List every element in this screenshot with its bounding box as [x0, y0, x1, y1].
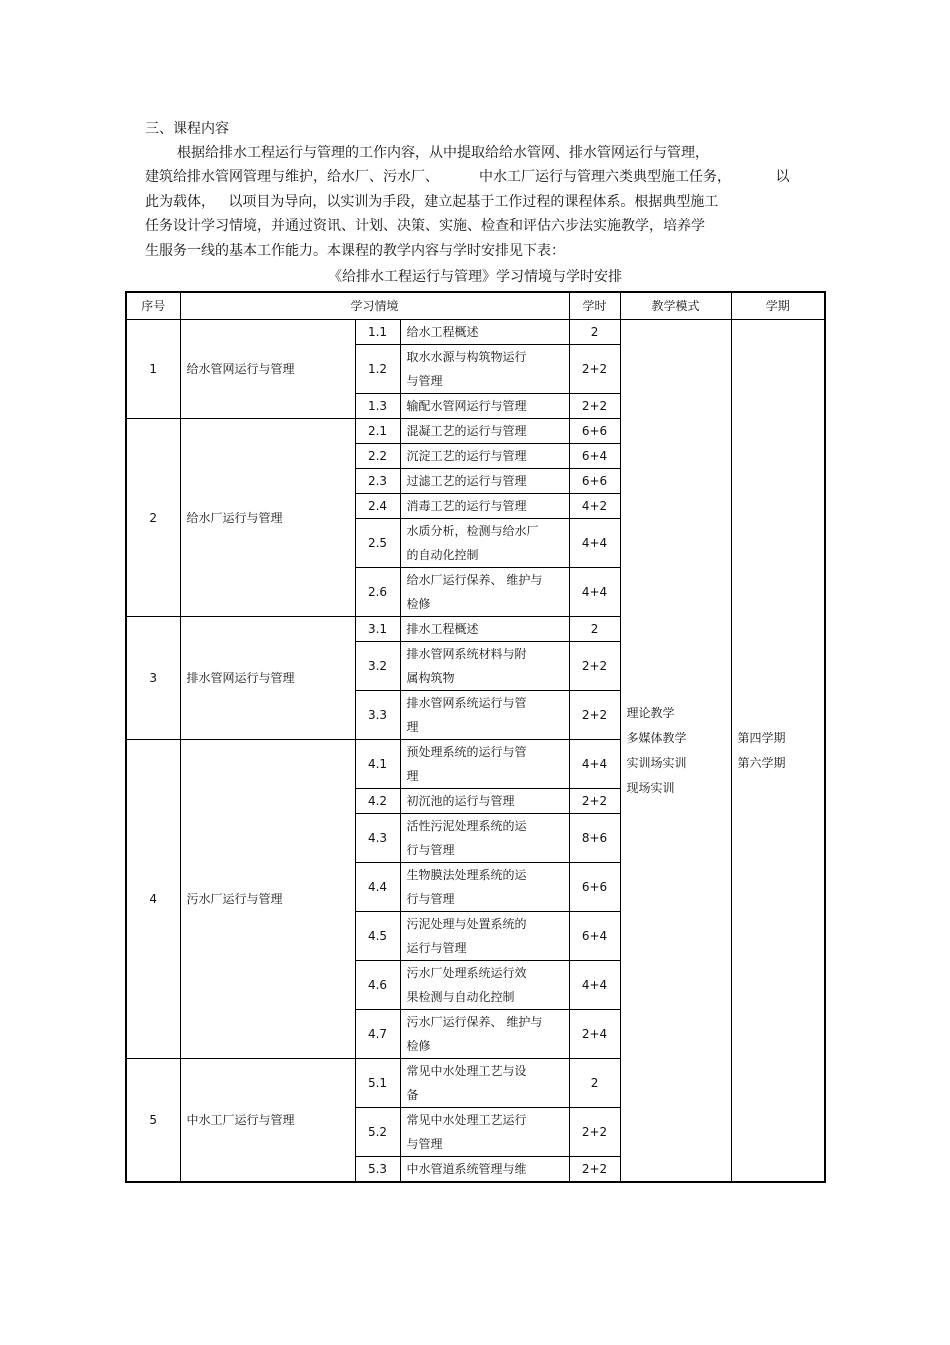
- item-hours: 2: [569, 320, 620, 345]
- item-title-line: 水质分析，检测与给水厂: [406, 524, 539, 538]
- item-code: 2.4: [355, 494, 400, 519]
- item-hours: 2+2: [569, 394, 620, 419]
- group-number: 3: [126, 617, 180, 740]
- item-hours: 6+4: [569, 444, 620, 469]
- item-title-line: 的自动化控制: [406, 548, 479, 562]
- item-hours: 2+2: [569, 345, 620, 394]
- item-title: [400, 444, 569, 469]
- item-hours: 4+4: [569, 961, 620, 1010]
- item-hours: 8+6: [569, 814, 620, 863]
- schedule-table: [125, 291, 826, 1183]
- teaching-modes: [620, 320, 731, 1183]
- item-title: [400, 789, 569, 814]
- item-title-line: 与管理: [406, 374, 443, 388]
- item-code: 4.5: [355, 912, 400, 961]
- item-title-line: 常见中水处理工艺运行: [406, 1113, 527, 1127]
- item-hours: 4+4: [569, 568, 620, 617]
- item-code: 1.3: [355, 394, 400, 419]
- teaching-mode: 多媒体教学: [626, 730, 687, 745]
- item-hours: 2+2: [569, 1157, 620, 1183]
- group-name: 中水工厂运行与管理: [180, 1059, 355, 1183]
- item-code: 2.3: [355, 469, 400, 494]
- item-code: 1.2: [355, 345, 400, 394]
- item-title: [400, 1059, 569, 1108]
- item-title-line: 果检测与自动化控制: [406, 990, 515, 1004]
- item-hours: 6+6: [569, 863, 620, 912]
- paragraph-line-2: 建筑给排水管网管理与维护，给水厂、污水厂、 中水工厂运行与管理六类典型施工任务， 以: [145, 169, 790, 185]
- item-title-line: 备: [406, 1088, 419, 1102]
- header-no: 序号: [126, 292, 180, 320]
- item-title-line: 中水管道系统管理与维: [406, 1162, 527, 1176]
- item-code: 5.2: [355, 1108, 400, 1157]
- item-hours: 4+4: [569, 519, 620, 568]
- item-title: [400, 394, 569, 419]
- item-title: [400, 320, 569, 345]
- item-title-line: 检修: [406, 597, 431, 611]
- teaching-mode: 现场实训: [626, 780, 675, 795]
- item-title: [400, 814, 569, 863]
- item-title-line: 理: [406, 769, 419, 783]
- item-title: [400, 912, 569, 961]
- item-title-line: 属构筑物: [406, 671, 455, 685]
- term: 第六学期: [737, 755, 786, 770]
- item-title-line: 行与管理: [406, 843, 455, 857]
- item-hours: 2: [569, 617, 620, 642]
- item-title: [400, 519, 569, 568]
- item-code: 4.4: [355, 863, 400, 912]
- item-code: 4.6: [355, 961, 400, 1010]
- item-title-line: 活性污泥处理系统的运: [406, 819, 527, 833]
- item-code: 4.1: [355, 740, 400, 789]
- group-name: 给水管网运行与管理: [180, 320, 355, 419]
- term: 第四学期: [737, 730, 786, 745]
- item-code: 2.6: [355, 568, 400, 617]
- item-code: 5.1: [355, 1059, 400, 1108]
- table-caption: 《给排水工程运行与管理》学习情境与学时安排: [328, 269, 622, 285]
- teaching-mode: 理论教学: [626, 705, 675, 720]
- item-title-line: 给水工程概述: [406, 325, 479, 339]
- item-hours: 6+6: [569, 419, 620, 444]
- item-code: 5.3: [355, 1157, 400, 1183]
- item-title: [400, 419, 569, 444]
- header-hours: 学时: [569, 292, 620, 320]
- item-hours: 4+4: [569, 740, 620, 789]
- item-title-line: 沉淀工艺的运行与管理: [406, 449, 527, 463]
- item-code: 3.2: [355, 642, 400, 691]
- group-name: 给水厂运行与管理: [180, 419, 355, 617]
- group-name: 污水厂运行与管理: [180, 740, 355, 1059]
- item-title-line: 混凝工艺的运行与管理: [406, 424, 527, 438]
- item-code: 4.7: [355, 1010, 400, 1059]
- section-heading: 三、课程内容: [145, 121, 229, 137]
- item-title-line: 生物膜法处理系统的运: [406, 868, 527, 882]
- item-title-line: 与管理: [406, 1137, 443, 1151]
- item-title-line: 污泥处理与处置系统的: [406, 917, 527, 931]
- item-title-line: 排水管网系统材料与附: [406, 647, 527, 661]
- item-code: 1.1: [355, 320, 400, 345]
- terms: [731, 320, 825, 1183]
- table-header-row: [126, 292, 825, 320]
- item-title: [400, 863, 569, 912]
- item-title-line: 消毒工艺的运行与管理: [406, 499, 527, 513]
- item-title: [400, 642, 569, 691]
- group-number: 5: [126, 1059, 180, 1183]
- item-hours: 2+2: [569, 691, 620, 740]
- paragraph-line-3: 此为载体， 以项目为导向，以实训为手段，建立起基于工作过程的课程体系。根据典型施工: [145, 194, 719, 210]
- paragraph-line-5: 生服务一线的基本工作能力。本课程的教学内容与学时安排见下表：: [145, 243, 565, 259]
- item-title-line: 污水厂处理系统运行效: [406, 966, 527, 980]
- item-title: [400, 1010, 569, 1059]
- item-title: [400, 740, 569, 789]
- item-title-line: 运行与管理: [406, 941, 467, 955]
- group-name: 排水管网运行与管理: [180, 617, 355, 740]
- teaching-mode: 实训场实训: [626, 755, 687, 770]
- item-hours: 2+2: [569, 1108, 620, 1157]
- table-body: [126, 320, 825, 1183]
- item-title: [400, 345, 569, 394]
- item-title-line: 理: [406, 720, 419, 734]
- table-row: [126, 320, 825, 345]
- item-code: 3.3: [355, 691, 400, 740]
- item-hours: 6+6: [569, 469, 620, 494]
- item-code: 4.3: [355, 814, 400, 863]
- item-code: 2.1: [355, 419, 400, 444]
- item-code: 3.1: [355, 617, 400, 642]
- item-hours: 4+2: [569, 494, 620, 519]
- item-title: [400, 617, 569, 642]
- item-hours: 2: [569, 1059, 620, 1108]
- item-title: [400, 469, 569, 494]
- item-title-line: 输配水管网运行与管理: [406, 399, 527, 413]
- item-title-line: 预处理系统的运行与管: [406, 745, 527, 759]
- group-number: 2: [126, 419, 180, 617]
- item-title-line: 过滤工艺的运行与管理: [406, 474, 527, 488]
- item-title-line: 给水厂运行保养、 维护与: [406, 573, 543, 587]
- item-title: [400, 1108, 569, 1157]
- group-number: 1: [126, 320, 180, 419]
- item-title-line: 检修: [406, 1039, 431, 1053]
- item-title-line: 初沉池的运行与管理: [406, 794, 515, 808]
- item-hours: 2+4: [569, 1010, 620, 1059]
- item-title: [400, 691, 569, 740]
- item-hours: 6+4: [569, 912, 620, 961]
- item-title: [400, 1157, 569, 1183]
- header-term: 学期: [731, 292, 825, 320]
- item-hours: 2+2: [569, 642, 620, 691]
- item-hours: 2+2: [569, 789, 620, 814]
- item-title-line: 行与管理: [406, 892, 455, 906]
- header-mode: 教学模式: [620, 292, 731, 320]
- item-title: [400, 494, 569, 519]
- item-title: [400, 568, 569, 617]
- item-title-line: 污水厂运行保养、 维护与: [406, 1015, 543, 1029]
- item-title-line: 取水水源与构筑物运行: [406, 350, 527, 364]
- item-code: 2.2: [355, 444, 400, 469]
- paragraph-line-1: 根据给排水工程运行与管理的工作内容，从中提取给给水管网、排水管网运行与管理，: [177, 145, 709, 161]
- item-title: [400, 961, 569, 1010]
- header-situation: 学习情境: [180, 292, 569, 320]
- group-number: 4: [126, 740, 180, 1059]
- item-title-line: 排水管网系统运行与管: [406, 696, 527, 710]
- item-title-line: 常见中水处理工艺与设: [406, 1064, 527, 1078]
- item-code: 2.5: [355, 519, 400, 568]
- item-title-line: 排水工程概述: [406, 622, 479, 636]
- paragraph-line-4: 任务设计学习情境，并通过资讯、计划、决策、实施、检查和评估六步法实施教学，培养学: [145, 218, 705, 234]
- item-code: 4.2: [355, 789, 400, 814]
